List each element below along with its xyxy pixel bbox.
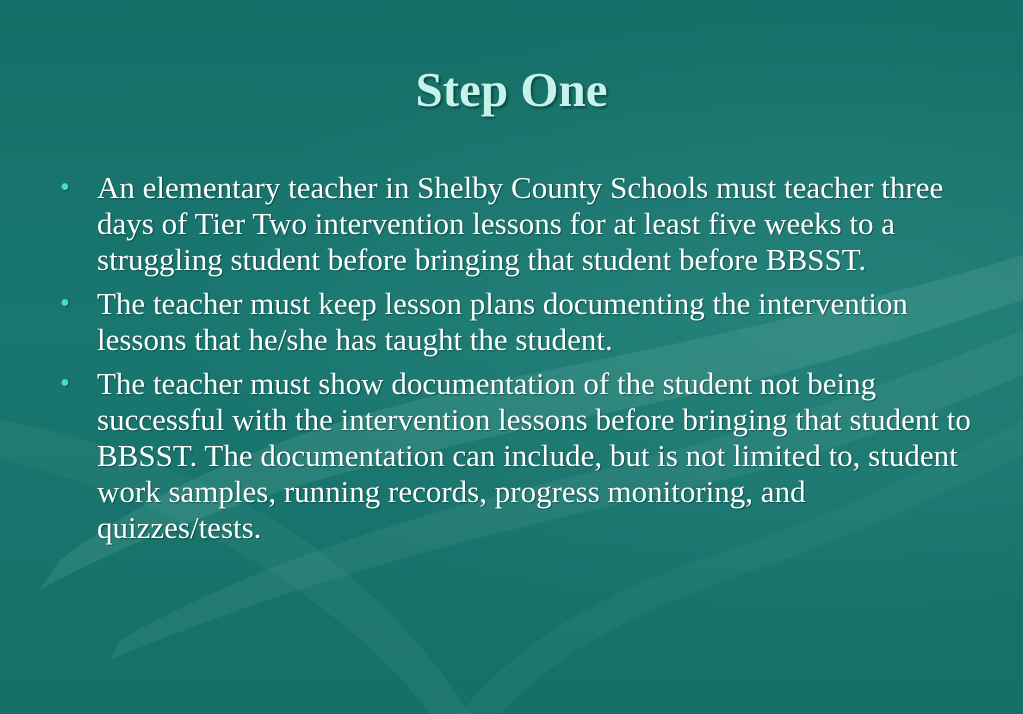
bullet-item bbox=[60, 366, 975, 546]
bullet-icon: • bbox=[60, 288, 70, 319]
slide-title: Step One bbox=[415, 62, 608, 117]
bullet-item bbox=[60, 170, 975, 278]
bullet-icon: • bbox=[60, 368, 70, 399]
bullet-icon: • bbox=[60, 172, 70, 203]
bullet-text: An elementary teacher in Shelby County Schools must teacher three days of Tier Two intervention lessons for at least five weeks to a struggling student before bringing that student before BBSST. bbox=[97, 170, 944, 277]
bullet-text: The teacher must keep lesson plans documenting the intervention lessons that he/she has taught the student. bbox=[97, 286, 908, 357]
bullet-item bbox=[60, 286, 975, 358]
bullet-text: The teacher must show documentation of the student not being successful with the intervention lessons before bringing that student to BBSST. The documentation can include, but is not limited to, student work samples, running records, progress monitoring, and quizzes/tests. bbox=[97, 366, 971, 545]
bullet-list bbox=[60, 170, 975, 554]
